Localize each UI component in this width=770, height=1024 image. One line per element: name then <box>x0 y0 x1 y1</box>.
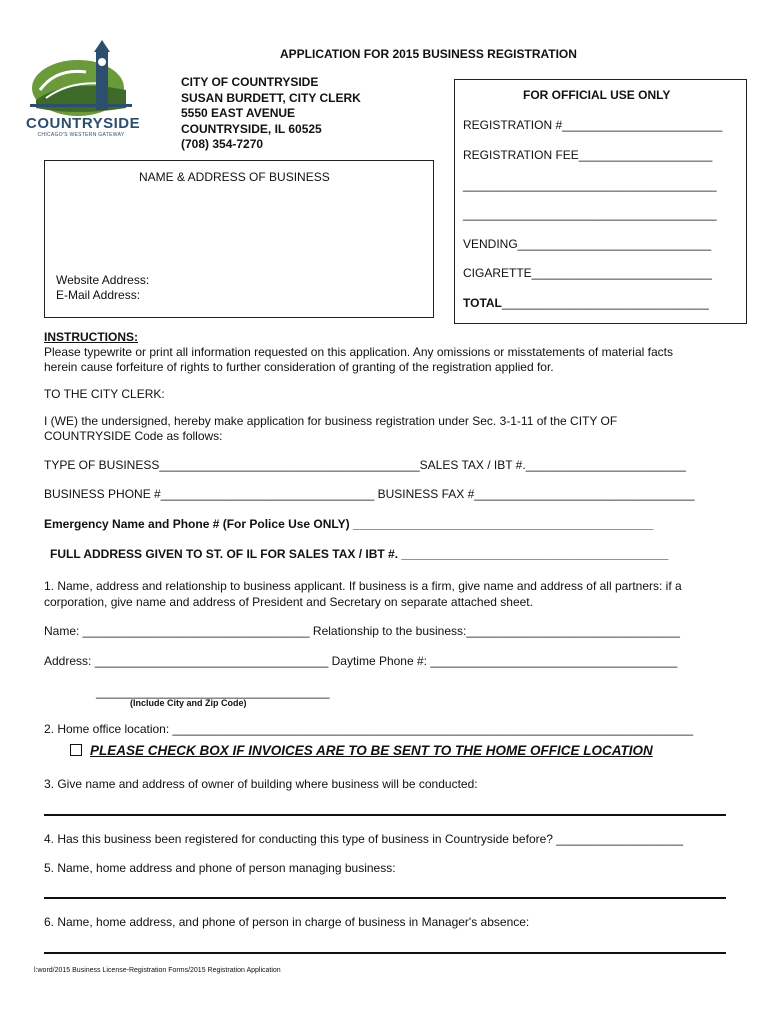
question-6-answer-line[interactable] <box>44 952 726 954</box>
form-title: APPLICATION FOR 2015 BUSINESS REGISTRATION <box>280 47 577 61</box>
address-daytime-phone-field[interactable]: Address: ___________________________________ Daytime Phone #: _____________________________________ <box>44 654 678 668</box>
business-address-box[interactable] <box>44 160 434 318</box>
emergency-contact-field[interactable]: Emergency Name and Phone # (For Police Use ONLY) _____________________________________________ <box>44 517 654 531</box>
question-1-line-2: corporation, give name and address of President and Secretary on separate attached sheet. <box>44 595 533 609</box>
address-line-2: SUSAN BURDETT, CITY CLERK <box>181 91 361 105</box>
address-line-3: 5550 EAST AVENUE <box>181 106 296 120</box>
footer-path: l:word/2015 Business License-Registration Forms/2015 Registration Application <box>34 967 281 974</box>
business-box-heading: NAME & ADDRESS OF BUSINESS <box>139 170 330 184</box>
question-4[interactable]: 4. Has this business been registered for conducting this type of business in Countryside before? ___________________ <box>44 832 684 846</box>
city-zip-label: (Include City and Zip Code) <box>130 698 247 708</box>
address-line-1: CITY OF COUNTRYSIDE <box>181 75 319 89</box>
email-address-label: E-Mail Address: <box>56 288 141 302</box>
countryside-logo <box>26 38 141 138</box>
question-5-answer-line[interactable] <box>44 897 726 899</box>
website-address-label: Website Address: <box>56 273 150 287</box>
vending-field: VENDING_____________________________ <box>463 237 712 251</box>
registration-fee-field: REGISTRATION FEE____________________ <box>463 148 713 162</box>
city-zip-field[interactable]: ___________________________________ <box>96 685 330 699</box>
registration-number-field: REGISTRATION #________________________ <box>463 118 723 132</box>
name-relationship-field[interactable]: Name: __________________________________ Relationship to the business:________________________________ <box>44 624 680 638</box>
official-use-box <box>454 79 747 324</box>
official-use-heading: FOR OFFICIAL USE ONLY <box>523 88 671 102</box>
address-line-5: (708) 354-7270 <box>181 137 264 151</box>
home-office-invoice-checkbox[interactable] <box>70 744 82 756</box>
intro-line-2: COUNTRYSIDE Code as follows: <box>44 429 223 443</box>
official-blank-line-1: ______________________________________ <box>463 178 717 192</box>
cigarette-field: CIGARETTE___________________________ <box>463 266 712 280</box>
intro-line-1: I (WE) the undersigned, hereby make application for business registration under Sec. 3-1-11 of the CITY OF <box>44 414 618 428</box>
address-line-4: COUNTRYSIDE, IL 60525 <box>181 122 322 136</box>
instructions-line-2: herein cause forfeiture of rights to further consideration of granting of the registration applied for. <box>44 360 554 374</box>
logo-tagline: CHICAGO'S WESTERN GATEWAY <box>37 132 125 138</box>
type-of-business-field[interactable]: TYPE OF BUSINESS_______________________________________SALES TAX / IBT #.________________________ <box>44 458 686 472</box>
question-6: 6. Name, home address, and phone of person in charge of business in Manager's absence: <box>44 915 530 929</box>
question-3: 3. Give name and address of owner of building where business will be conducted: <box>44 777 478 791</box>
to-city-clerk: TO THE CITY CLERK: <box>44 387 165 401</box>
home-office-invoice-label: PLEASE CHECK BOX IF INVOICES ARE TO BE SENT TO THE HOME OFFICE LOCATION <box>90 743 653 758</box>
question-3-answer-line[interactable] <box>44 814 726 816</box>
instructions-heading: INSTRUCTIONS: <box>44 330 138 344</box>
official-blank-line-2: ______________________________________ <box>463 207 717 221</box>
logo-name: COUNTRYSIDE <box>26 115 141 132</box>
business-phone-field[interactable]: BUSINESS PHONE #________________________________ BUSINESS FAX #_________________________________ <box>44 487 695 501</box>
total-label: TOTAL <box>463 296 502 310</box>
total-field <box>463 296 709 310</box>
total-line: _______________________________ <box>501 296 709 310</box>
clock-tower-icon <box>26 38 136 118</box>
question-1-line-1: 1. Name, address and relationship to business applicant. If business is a firm, give name and address of all partners: if a <box>44 579 682 593</box>
question-2-home-office[interactable]: 2. Home office location: ______________________________________________________________________________ <box>44 722 694 736</box>
question-5: 5. Name, home address and phone of person managing business: <box>44 861 396 875</box>
instructions-line-1: Please typewrite or print all information requested on this application. Any omissions or misstatements of material facts <box>44 345 673 359</box>
full-address-field[interactable]: FULL ADDRESS GIVEN TO ST. OF IL FOR SALES TAX / IBT #. ________________________________________ <box>50 547 669 561</box>
